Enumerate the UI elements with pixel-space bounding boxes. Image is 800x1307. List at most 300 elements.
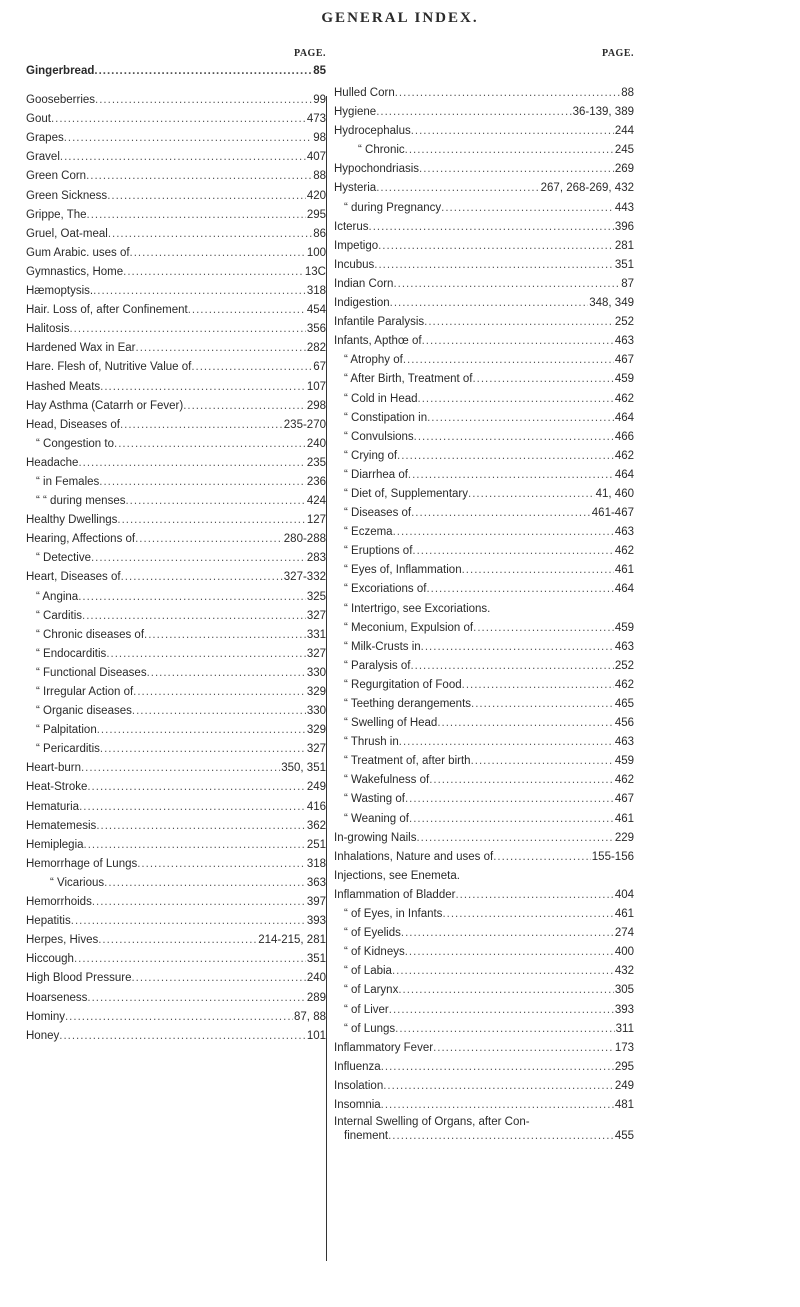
entry-page: 295 — [306, 208, 326, 221]
entry-term: Grippe, The — [26, 208, 87, 221]
entry-term: Honey — [26, 1029, 60, 1042]
index-entry — [26, 454, 326, 473]
leader-dots — [147, 664, 306, 683]
entry-page: 318 — [306, 857, 326, 870]
entry-page: 363 — [306, 876, 326, 889]
entry-term: Hematuria — [26, 800, 80, 813]
leader-dots — [79, 798, 306, 817]
entry-page: 397 — [306, 896, 326, 909]
leader-dots — [390, 294, 589, 313]
index-entry — [334, 447, 634, 466]
leader-dots — [107, 187, 306, 206]
index-entry — [26, 397, 326, 416]
index-entry — [26, 874, 326, 893]
entry-term: “ Palpitation — [36, 724, 97, 737]
entry-page: 396 — [614, 220, 634, 233]
index-entry — [334, 160, 634, 179]
entry-page: 327 — [306, 743, 326, 756]
index-entry — [334, 561, 634, 580]
leader-dots — [87, 778, 305, 797]
entry-term: Hoarseness — [26, 991, 88, 1004]
index-entry — [334, 370, 634, 389]
entry-term: “ of Larynx — [344, 984, 399, 997]
entry-page: 462 — [614, 678, 634, 691]
entry-page: 461 — [614, 812, 634, 825]
entry-page: 282 — [306, 342, 326, 355]
entry-term: Gymnastics, Home — [26, 265, 124, 278]
entry-term: “ Angina — [36, 590, 79, 603]
index-entry — [334, 962, 634, 981]
entry-page: 214-215, 281 — [258, 934, 326, 947]
leader-dots — [381, 1058, 614, 1077]
entry-page: 295 — [614, 1060, 634, 1073]
entry-page: 107 — [306, 380, 326, 393]
entry-page: 459 — [614, 373, 634, 386]
leader-dots — [183, 397, 306, 416]
leader-dots — [471, 695, 614, 714]
entry-page: 456 — [614, 717, 634, 730]
index-entry — [334, 504, 634, 523]
entry-page: 86 — [313, 227, 326, 240]
entry-page: 249 — [306, 781, 326, 794]
index-entry — [26, 607, 326, 626]
leader-dots — [429, 771, 614, 790]
entry-page: 252 — [614, 659, 634, 672]
entry-term: “ Weaning of — [344, 812, 409, 825]
leader-dots — [108, 225, 312, 244]
entry-term: Halitosis — [26, 323, 70, 336]
leader-dots — [473, 619, 614, 638]
index-entry — [334, 790, 634, 809]
entry-term: Hysteria — [334, 182, 377, 195]
entry-term: Indigestion — [334, 297, 390, 310]
index-entry — [334, 1077, 634, 1096]
leader-dots — [117, 511, 305, 530]
entry-page: 41, 460 — [595, 487, 634, 500]
leader-dots — [381, 1096, 614, 1115]
leader-dots — [94, 62, 312, 81]
entry-term: Grapes — [26, 132, 64, 145]
entry-term: Hare. Flesh of, Nutritive Value of — [26, 361, 192, 374]
index-entry — [334, 103, 634, 122]
entry-page: 88 — [621, 87, 634, 99]
page-column-label: PAGE. — [293, 48, 326, 59]
index-entry — [26, 549, 326, 568]
page-header: GENERAL INDEX. — [321, 10, 479, 26]
index-entry — [26, 129, 326, 148]
entry-page: 362 — [306, 819, 326, 832]
entry-page: 459 — [614, 621, 634, 634]
entry-page: 330 — [306, 666, 326, 679]
entry-list — [26, 62, 326, 1046]
entry-term: “ of Liver — [344, 1003, 389, 1016]
entry-term: Heart, Diseases of — [26, 571, 121, 584]
entry-page: 87 — [621, 277, 634, 290]
index-entry — [26, 969, 326, 988]
index-entry — [334, 466, 634, 485]
entry-term: “ Eruptions of — [344, 545, 413, 558]
leader-dots — [442, 905, 613, 924]
index-entry — [26, 416, 326, 435]
index-entry — [26, 893, 326, 912]
index-entry — [26, 378, 326, 397]
entry-term: “ of Kidneys — [344, 946, 405, 959]
index-entry — [334, 733, 634, 752]
entry-term: “ Swelling of Head — [344, 717, 438, 730]
entry-term: “ Excoriations of — [344, 583, 427, 596]
entry-term: “ Vicarious — [50, 876, 105, 889]
leader-dots — [123, 263, 304, 282]
index-entry — [334, 676, 634, 695]
entry-page: 331 — [306, 628, 326, 641]
leader-dots — [398, 981, 613, 1000]
leader-dots — [405, 943, 614, 962]
leader-dots — [455, 886, 613, 905]
entry-page: 356 — [306, 323, 326, 336]
entry-page: 464 — [614, 411, 634, 424]
entry-term: “ of Labia — [344, 965, 392, 978]
entry-term: Inflammation of Bladder — [334, 888, 456, 901]
entry-page: 101 — [306, 1029, 326, 1042]
entry-page: 98 — [313, 132, 326, 145]
entry-page: 455 — [614, 1130, 634, 1143]
entry-page: 327 — [306, 647, 326, 660]
entry-page: 283 — [306, 552, 326, 565]
entry-page: 467 — [614, 354, 634, 367]
leader-dots — [462, 676, 614, 695]
index-entry — [26, 645, 326, 664]
leader-dots — [472, 370, 613, 389]
entry-term: Hypochondriasis — [334, 163, 420, 176]
entry-term: “ Intertrigo, see Excoriations. — [344, 602, 491, 615]
entry-term: Inhalations, Nature and uses of — [334, 850, 494, 863]
entry-term: “ Convulsions — [344, 430, 414, 443]
index-entry — [26, 912, 326, 931]
entry-term: “ in Females — [36, 475, 100, 488]
entry-term: “ Chronic diseases of — [36, 628, 145, 641]
entry-page: 407 — [306, 151, 326, 164]
entry-list — [334, 84, 634, 1115]
index-entry — [26, 683, 326, 702]
leader-dots — [132, 702, 306, 721]
entry-term: “ Eyes of, Inflammation — [344, 564, 462, 577]
entry-page: 393 — [614, 1003, 634, 1016]
index-entry — [26, 244, 326, 263]
entry-term: “ Regurgitation of Food — [344, 678, 462, 691]
leader-dots — [427, 409, 614, 428]
entry-page: 36-139, 389 — [572, 106, 634, 119]
entry-page: 464 — [614, 468, 634, 481]
entry-page: 173 — [614, 1041, 634, 1054]
page-column-label: PAGE. — [601, 48, 634, 59]
entry-page: 454 — [306, 304, 326, 317]
entry-term: Hashed Meats — [26, 380, 101, 393]
entry-page: 461 — [614, 908, 634, 921]
entry-term: High Blood Pressure — [26, 972, 132, 985]
entry-page: 404 — [614, 888, 634, 901]
leader-dots — [100, 378, 306, 397]
leader-dots — [91, 549, 306, 568]
index-entry — [334, 924, 634, 943]
index-entry — [26, 511, 326, 530]
index-entry — [334, 752, 634, 771]
leader-dots — [59, 1027, 306, 1046]
entry-page: 462 — [614, 545, 634, 558]
leader-dots — [419, 160, 614, 179]
index-entry — [26, 206, 326, 225]
index-column-right — [334, 48, 634, 1147]
leader-dots — [99, 473, 306, 492]
entry-page: 393 — [306, 915, 326, 928]
entry-page: 269 — [614, 163, 634, 176]
entry-term: “ of Eyelids — [344, 927, 401, 940]
entry-term: Impetigo — [334, 239, 379, 252]
entry-term: Influenza — [334, 1060, 381, 1073]
leader-dots — [78, 588, 306, 607]
index-entry — [334, 905, 634, 924]
index-entry — [334, 351, 634, 370]
entry-term: Gruel, Oat-meal — [26, 227, 108, 240]
entry-page: 465 — [614, 698, 634, 710]
entry-page: 327 — [306, 609, 326, 622]
index-entry — [26, 301, 326, 320]
leader-dots — [120, 416, 283, 435]
leader-dots — [493, 848, 591, 867]
index-entry — [26, 62, 326, 81]
leader-dots — [408, 466, 614, 485]
entry-term: Indian Corn — [334, 277, 394, 290]
index-entry — [26, 339, 326, 358]
entry-page: 463 — [614, 335, 634, 348]
entry-term: “ Carditis — [36, 609, 83, 622]
entry-page: 329 — [306, 724, 326, 737]
index-entry — [26, 473, 326, 492]
index-entry — [334, 638, 634, 657]
entry-term: Heat-Stroke — [26, 781, 88, 794]
entry-term: “ Diseases of — [344, 507, 412, 520]
leader-dots — [86, 167, 312, 186]
index-entry — [334, 313, 634, 332]
entry-page: 348, 349 — [589, 297, 634, 310]
leader-dots — [462, 561, 614, 580]
index-entry — [334, 275, 634, 294]
index-entry — [334, 981, 634, 1000]
index-entry — [26, 931, 326, 950]
leader-dots — [369, 218, 614, 237]
entry-page: 459 — [614, 755, 634, 768]
leader-dots — [403, 351, 614, 370]
index-entry — [334, 122, 634, 141]
entry-page: 281 — [614, 239, 634, 252]
entry-page: 298 — [306, 399, 326, 412]
entry-term: In-growing Nails — [334, 831, 417, 844]
entry-page: 466 — [614, 430, 634, 443]
entry-term: Gout — [26, 113, 51, 126]
leader-dots — [100, 740, 306, 759]
entry-term: Hair. Loss of, after Confinement — [26, 304, 188, 317]
leader-dots — [412, 542, 613, 561]
entry-page: 318 — [306, 285, 326, 298]
entry-term: Gravel — [26, 151, 60, 164]
entry-term: “ Milk-Crusts in — [344, 640, 421, 653]
entry-term: Hepatitis — [26, 915, 71, 928]
index-entry — [334, 867, 634, 886]
leader-dots — [136, 339, 306, 358]
index-entry — [334, 294, 634, 313]
index-entry — [334, 829, 634, 848]
entry-page: 240 — [306, 972, 326, 985]
entry-page: 245 — [614, 144, 634, 157]
entry-page: 249 — [614, 1079, 634, 1092]
entry-page: 155-156 — [591, 850, 634, 863]
entry-term: Herpes, Hives — [26, 934, 99, 947]
leader-dots — [135, 530, 283, 549]
entry-page: 400 — [614, 946, 634, 959]
entry-term: Hemorrhage of Lungs — [26, 857, 138, 870]
index-entry — [26, 110, 326, 129]
index-entry — [334, 619, 634, 638]
index-entry — [334, 580, 634, 599]
leader-dots — [144, 626, 306, 645]
leader-dots — [395, 84, 620, 103]
index-entry — [334, 84, 634, 103]
leader-dots — [81, 759, 280, 778]
entry-page: 420 — [306, 189, 326, 202]
index-entry — [334, 600, 634, 619]
leader-dots — [95, 91, 312, 110]
leader-dots — [74, 950, 306, 969]
leader-dots — [131, 969, 305, 988]
entry-page: 481 — [614, 1098, 634, 1111]
entry-page: 330 — [306, 705, 326, 718]
entry-term: “ Thrush in — [344, 736, 399, 749]
entry-term: Hulled Corn — [334, 87, 395, 99]
index-entry — [334, 390, 634, 409]
entry-term: “ Wakefulness of — [344, 774, 430, 787]
entry-page: 100 — [306, 246, 326, 259]
index-entry — [26, 167, 326, 186]
leader-dots — [388, 1129, 614, 1143]
entry-page: 235-270 — [283, 418, 326, 431]
leader-dots — [405, 141, 614, 160]
leader-dots — [97, 721, 306, 740]
entry-page: 461-467 — [591, 507, 634, 520]
leader-dots — [422, 332, 614, 351]
index-entry — [334, 810, 634, 829]
index-entry — [334, 218, 634, 237]
leader-dots — [441, 199, 614, 218]
entry-term: “ during Pregnancy — [344, 201, 442, 214]
entry-page: 351 — [306, 953, 326, 966]
entry-term: Green Corn — [26, 170, 87, 183]
index-entry — [26, 1008, 326, 1027]
index-entry — [26, 817, 326, 836]
entry-term: “ Paralysis of — [344, 659, 411, 672]
index-entry — [26, 320, 326, 339]
entry-term: Internal Swelling of Organs, after Con- — [334, 1116, 530, 1129]
entry-page: 463 — [614, 736, 634, 749]
index-entry — [334, 886, 634, 905]
entry-term: “ Meconium, Expulsion of — [344, 621, 474, 634]
leader-dots — [378, 237, 614, 256]
entry-term: Hardened Wax in Ear — [26, 342, 136, 355]
index-entry — [26, 798, 326, 817]
entry-term: Hiccough — [26, 953, 74, 966]
leader-dots — [376, 103, 571, 122]
entry-term: Hominy — [26, 1010, 65, 1023]
leader-dots — [78, 454, 305, 473]
entry-term: “ of Eyes, in Infants — [344, 908, 443, 921]
entry-term: “ Chronic — [358, 144, 405, 157]
entry-page: 329 — [306, 686, 326, 698]
entry-page: 251 — [306, 838, 326, 851]
leader-dots — [69, 320, 305, 339]
index-entry — [334, 1020, 634, 1039]
index-entry — [26, 148, 326, 167]
index-entry — [26, 588, 326, 607]
entry-page: 236 — [306, 475, 326, 488]
leader-dots — [426, 580, 613, 599]
entry-page: 424 — [306, 495, 326, 508]
entry-page: 127 — [306, 514, 326, 527]
index-entry — [334, 848, 634, 867]
leader-dots — [137, 855, 306, 874]
entry-term: Heart-burn — [26, 762, 81, 775]
leader-dots — [468, 485, 595, 504]
index-entry — [334, 199, 634, 218]
leader-dots — [188, 301, 306, 320]
index-entry — [334, 943, 634, 962]
index-entry — [26, 664, 326, 683]
entry-term: Hæmoptysis. — [26, 285, 94, 298]
leader-dots — [393, 275, 620, 294]
entry-term: “ Irregular Action of — [36, 686, 134, 698]
leader-dots — [71, 912, 306, 931]
leader-dots — [121, 568, 283, 587]
entry-page: 311 — [615, 1022, 634, 1035]
entry-page: 463 — [614, 526, 634, 539]
entry-term: Icterus — [334, 220, 369, 233]
index-entry — [334, 1039, 634, 1058]
entry-term: “ After Birth, Treatment of — [344, 373, 473, 386]
index-entry — [26, 950, 326, 969]
leader-dots — [51, 110, 306, 129]
leader-dots — [421, 638, 614, 657]
index-entry — [26, 530, 326, 549]
entry-term: Infants, Apthœ of — [334, 335, 422, 348]
entry-page: 462 — [614, 449, 634, 462]
index-entry — [26, 282, 326, 301]
entry-page: 67 — [313, 361, 326, 374]
leader-dots — [401, 924, 614, 943]
entry-term: “ Pericarditis — [36, 743, 100, 756]
index-entry — [334, 428, 634, 447]
index-entry — [334, 1096, 634, 1115]
entry-page: 99 — [313, 94, 326, 107]
leader-dots — [393, 523, 614, 542]
entry-page: 473 — [306, 113, 326, 126]
entry-term: “ Diarrhea of — [344, 468, 408, 481]
entry-term: Injections, see Enemeta. — [334, 869, 460, 882]
index-entry — [26, 568, 326, 587]
leader-dots — [82, 607, 306, 626]
leader-dots — [376, 179, 539, 198]
entry-page: 229 — [614, 831, 634, 844]
leader-dots — [374, 256, 614, 275]
leader-dots — [416, 829, 613, 848]
leader-dots — [87, 206, 306, 225]
entry-page: 274 — [614, 927, 634, 940]
